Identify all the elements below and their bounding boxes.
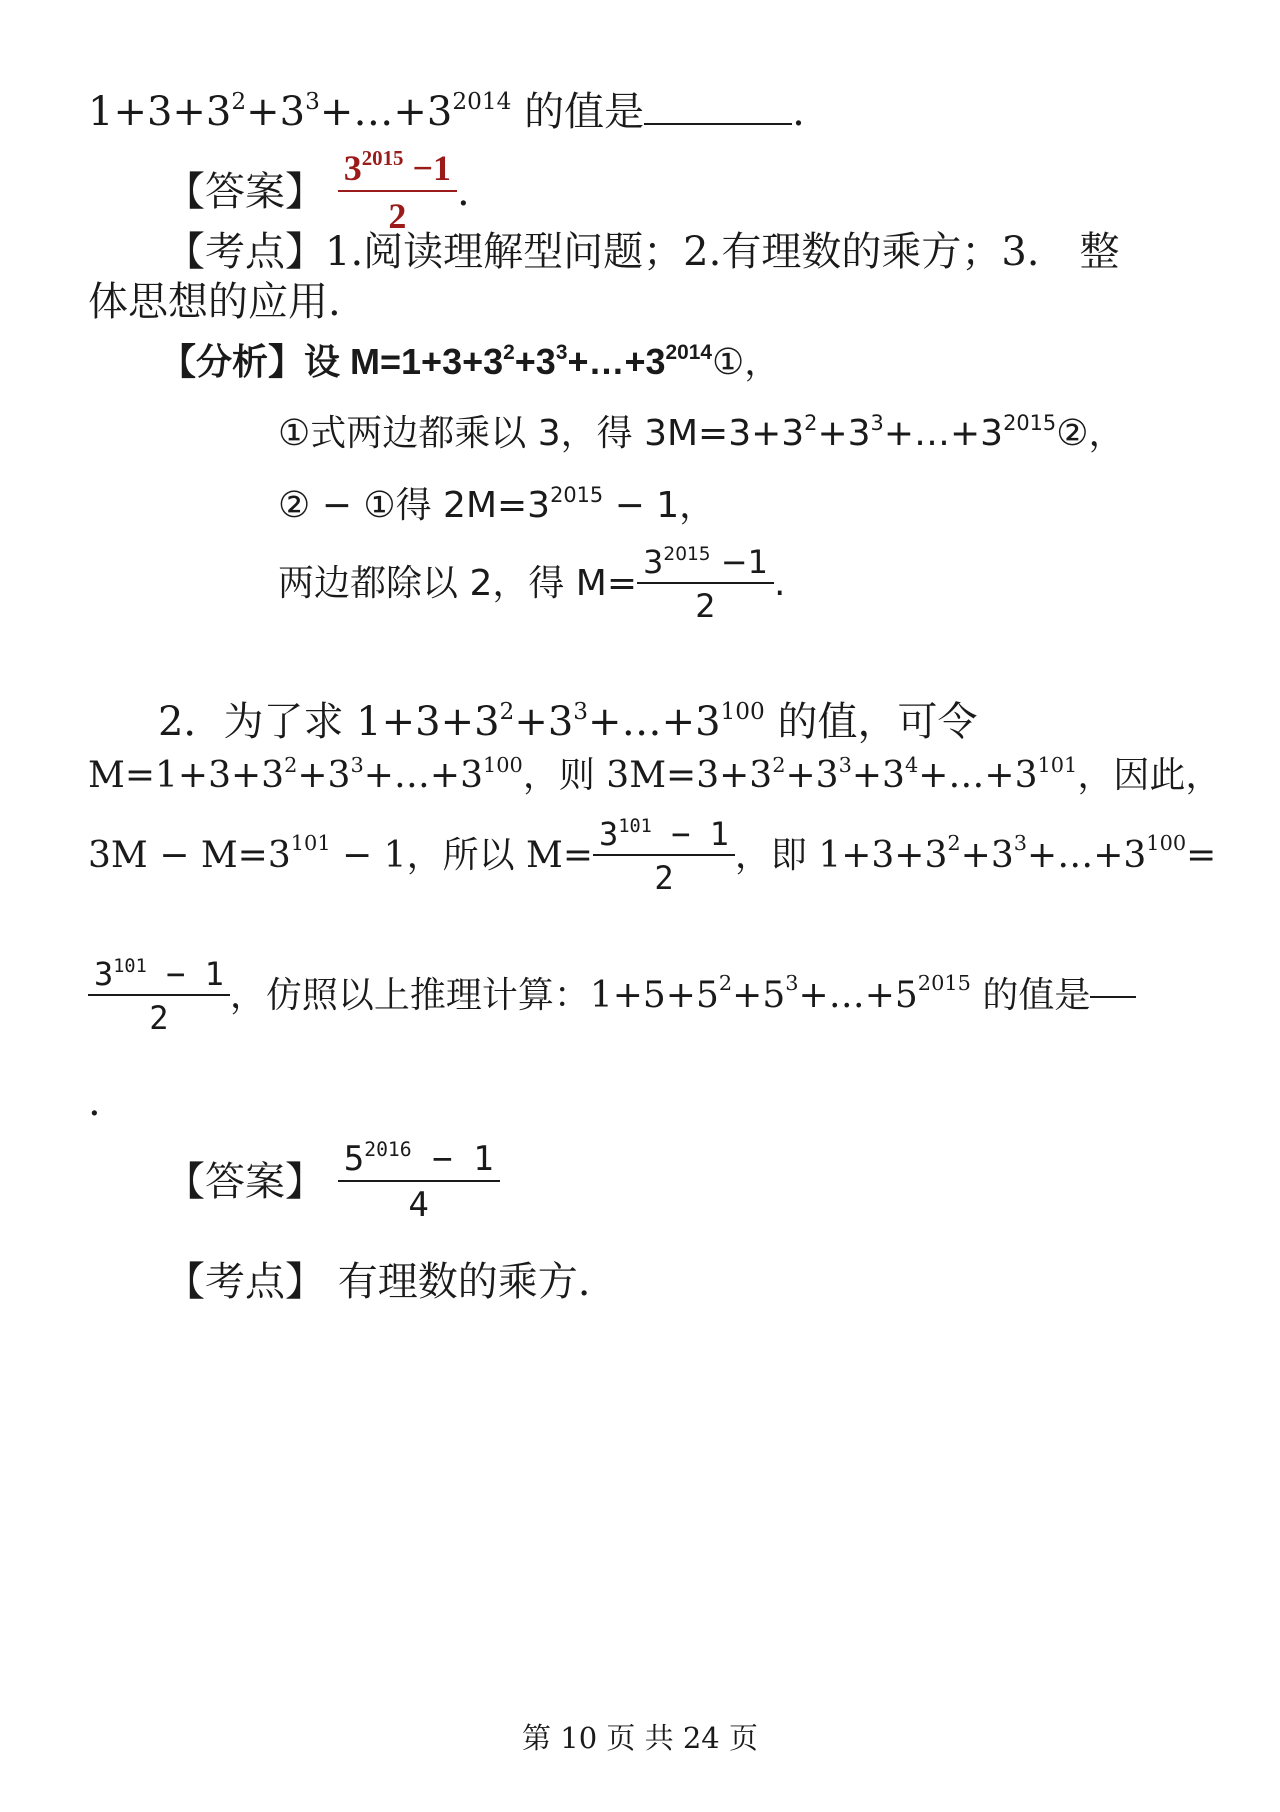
answer2-line: 【答案】 $\frac{5^{2016} - 1}{4}$	[165, 1142, 500, 1222]
answer1-fraction: $\frac{3^{2015} -1}{2}$	[338, 150, 457, 234]
q2-fraction-2: $\frac{3^{101} - 1}{2}$	[88, 958, 230, 1034]
analysis-fraction: $\frac{3^{2015} -1}{2}$	[637, 546, 774, 622]
kaodian1-line-a: 【考点】1.阅读理解型问题；2.有理数的乘方；3. 整	[165, 229, 1120, 275]
kaodian2-line: 【考点】 有理数的乘方.	[165, 1259, 591, 1305]
q2-line-3: $3M - M=3^{101} - 1$，所以 M= $\frac{3^{101} - 1}{2}$ ，即 $1+3+3^2+3^3+\dots+3^{100}=$	[88, 815, 1217, 897]
analysis-line-4: 两边都除以 2，得 M= $\frac{3^{2015} -1}{2}$ .	[278, 543, 786, 625]
kaodian1-line-b: 体思想的应用.	[88, 279, 341, 325]
answer1-line: 【答案】 $\frac{3^{2015} -1}{2}$ .	[165, 146, 470, 236]
answer2-fraction: $\frac{5^{2016} - 1}{4}$	[338, 1142, 500, 1222]
page-footer: 第 10 页 共 24 页	[522, 1721, 758, 1755]
analysis-line-1: 【分析】设 $M=1+3+3^2+3^3+\dots+3^{2014}①$，	[160, 341, 781, 383]
problem1-tail: $1+3+3^2+3^3+\dots+3^{2014}$ 的值是 .	[88, 87, 805, 135]
q2-line-2: $M=1+3+3^2+3^3+\dots+3^{100}$，则 $3M=3+3^2+3^3+3^4+\dots+3^{101}$，因此，	[88, 753, 1222, 796]
q2-line-5: .	[88, 1079, 101, 1125]
answer-blank-2	[1090, 995, 1136, 998]
answer-blank	[644, 122, 792, 125]
q2-line-1: 2．为了求 $1+3+3^2+3^3+\dots+3^{100}$ 的值，可令	[158, 697, 978, 745]
q2-line-4: $\frac{3^{101} - 1}{2}$ ，仿照以上推理计算：$1+5+5^2+5^3+\dots+5^{2015}$ 的值是	[88, 958, 1136, 1034]
answer-label: 【答案】	[165, 169, 325, 215]
analysis-line-2: ①式两边都乘以 3，得 $3M=3+3^2+3^3+\dots+3^{2015}②$，	[278, 411, 1125, 454]
analysis-line-3: ② − ①得 $2M=3^{2015} - 1$，	[278, 483, 716, 526]
q2-fraction-1: $\frac{3^{101} - 1}{2}$	[593, 818, 735, 894]
